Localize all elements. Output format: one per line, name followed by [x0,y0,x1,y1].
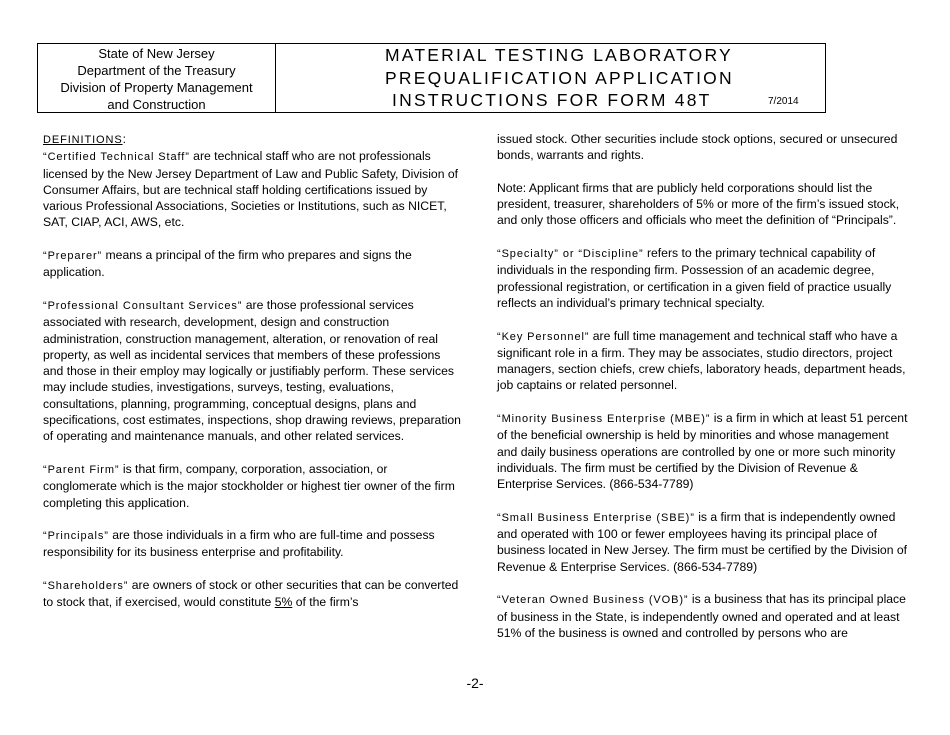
term: “Parent Firm” [43,463,120,476]
definition-sbe [497,509,911,575]
term: “Professional Consultant Services” [43,299,243,312]
term: “Small Business Enterprise (SBE)” [497,511,695,524]
agency-line: and Construction [107,97,206,112]
term: “Key Personnel” [497,330,590,343]
title-line: MATERIAL TESTING LABORATORY [385,45,733,65]
definition-specialty [497,245,911,311]
agency-line: State of New Jersey [98,46,215,61]
agency-line: Department of the Treasury [77,63,236,78]
form-title [385,44,734,112]
title-line: INSTRUCTIONS FOR FORM 48T [385,90,712,110]
term: “Certified Technical Staff” [43,151,190,164]
right-column [497,131,911,658]
definition-parent-firm [43,461,463,511]
revision-date: 7/2014 [768,96,799,107]
term: “Principals” [43,530,109,543]
term: “Preparer” [43,250,103,263]
definition-mbe [497,410,911,492]
definition-text: are those professional services associated with research, development, design and construction administration, construction management, alteration, or renovation of real property, as well as incidental services that members of these professions and those in their employ may logically or justifiably perform. These services may include studies, investigations, surveys, testing, evaluations, consultations, planning, programming, conceptual designs, plans and specifications, cost estimates, inspections, shop drawing reviews, preparation of operating and maintenance manuals, and other related services. [43,297,461,444]
definition-certified-technical-staff [43,148,463,230]
term: “Minority Business Enterprise (MBE)” [497,413,711,426]
heading-colon: : [122,132,126,146]
agency-block [38,44,276,112]
definition-text: are technical staff who are not professionals licensed by the New Jersey Department of Law and Public Safety, Division of Consumer Affairs, but are technical staff holding certifications issued by various Professional Associations, Societies or Institutions, such as NICET, SAT, CIAP, ACI, AWS, etc. [43,149,459,230]
definition-text: is a firm in which at least 51 percent of the beneficial ownership is held by minorities and whose management and daily business operations are controlled by one or more such minority individuals. The firm must be certified by the Division of Revenue & Enterprise Services. (866-534-7789) [497,411,908,492]
underlined-percent: 5% [274,595,293,610]
definition-text: are full time management and technical staff who have a significant role in a firm. They may be associates, studio directors, project managers, section chiefs, crew chiefs, laboratory heads, department heads, job captains or related personnel. [497,328,906,393]
definition-key-personnel [497,328,911,394]
term: “Specialty” or “Discipline” [497,248,644,261]
definition-text: is a firm that is independently owned and operated with 100 or fewer employees having its principal place of business located in New Jersey. The firm must be certified by the Division of Revenue & Enterprise Services. (866-534-7789) [497,509,908,574]
page-number: -2- [466,675,484,691]
term: “Veteran Owned Business (VOB)” [497,594,689,607]
definition-text: means a principal of the firm who prepares and signs the application. [43,248,412,280]
term: “Shareholders” [43,580,129,593]
agency-line: Division of Property Management [60,80,253,95]
title-line: PREQUALIFICATION APPLICATION [385,67,734,88]
title-block [277,44,825,112]
left-column [43,131,463,627]
shareholders-continued: issued stock. Other securities include stock options, secured or unsecured bonds, warrants and rights. [497,132,898,163]
section-heading: DEFINITIONS [43,134,123,146]
definition-professional-consultant-services [43,297,463,445]
definition-vob [497,591,911,641]
definition-preparer [43,247,463,281]
definition-text: is a business that has its principal place of business in the State, is independently owned and operated and at least 51% of the business is owned and controlled by persons who are [497,592,906,640]
definition-text: are those individuals in a firm who are full-time and possess responsibility for its business enterprise and profitability. [43,528,435,560]
definition-shareholders [43,577,463,611]
definition-text: refers to the primary technical capability of individuals in the responding firm. Possession of an academic degree, professional registration, or certification in a given field of practice usually reflects an individual’s primary technical specialty. [497,246,892,310]
definition-text: is that firm, company, corporation, association, or conglomerate which is the major stockholder or highest tier owner of the firm completing this application. [43,461,455,510]
definition-text: are owners of stock or other securities that can be converted to stock that, if exercised, would constitute [43,578,459,610]
note-paragraph: Note: Applicant firms that are publicly held corporations should list the president, treasurer, shareholders of 5% or more of the firm’s issued stock, and only those officers and officials who meet the definition of “Principals”. [497,180,900,228]
definitions-heading [43,131,463,148]
document-header [37,43,826,113]
definition-principals [43,527,463,561]
definition-text: of the firm’s [292,595,359,610]
